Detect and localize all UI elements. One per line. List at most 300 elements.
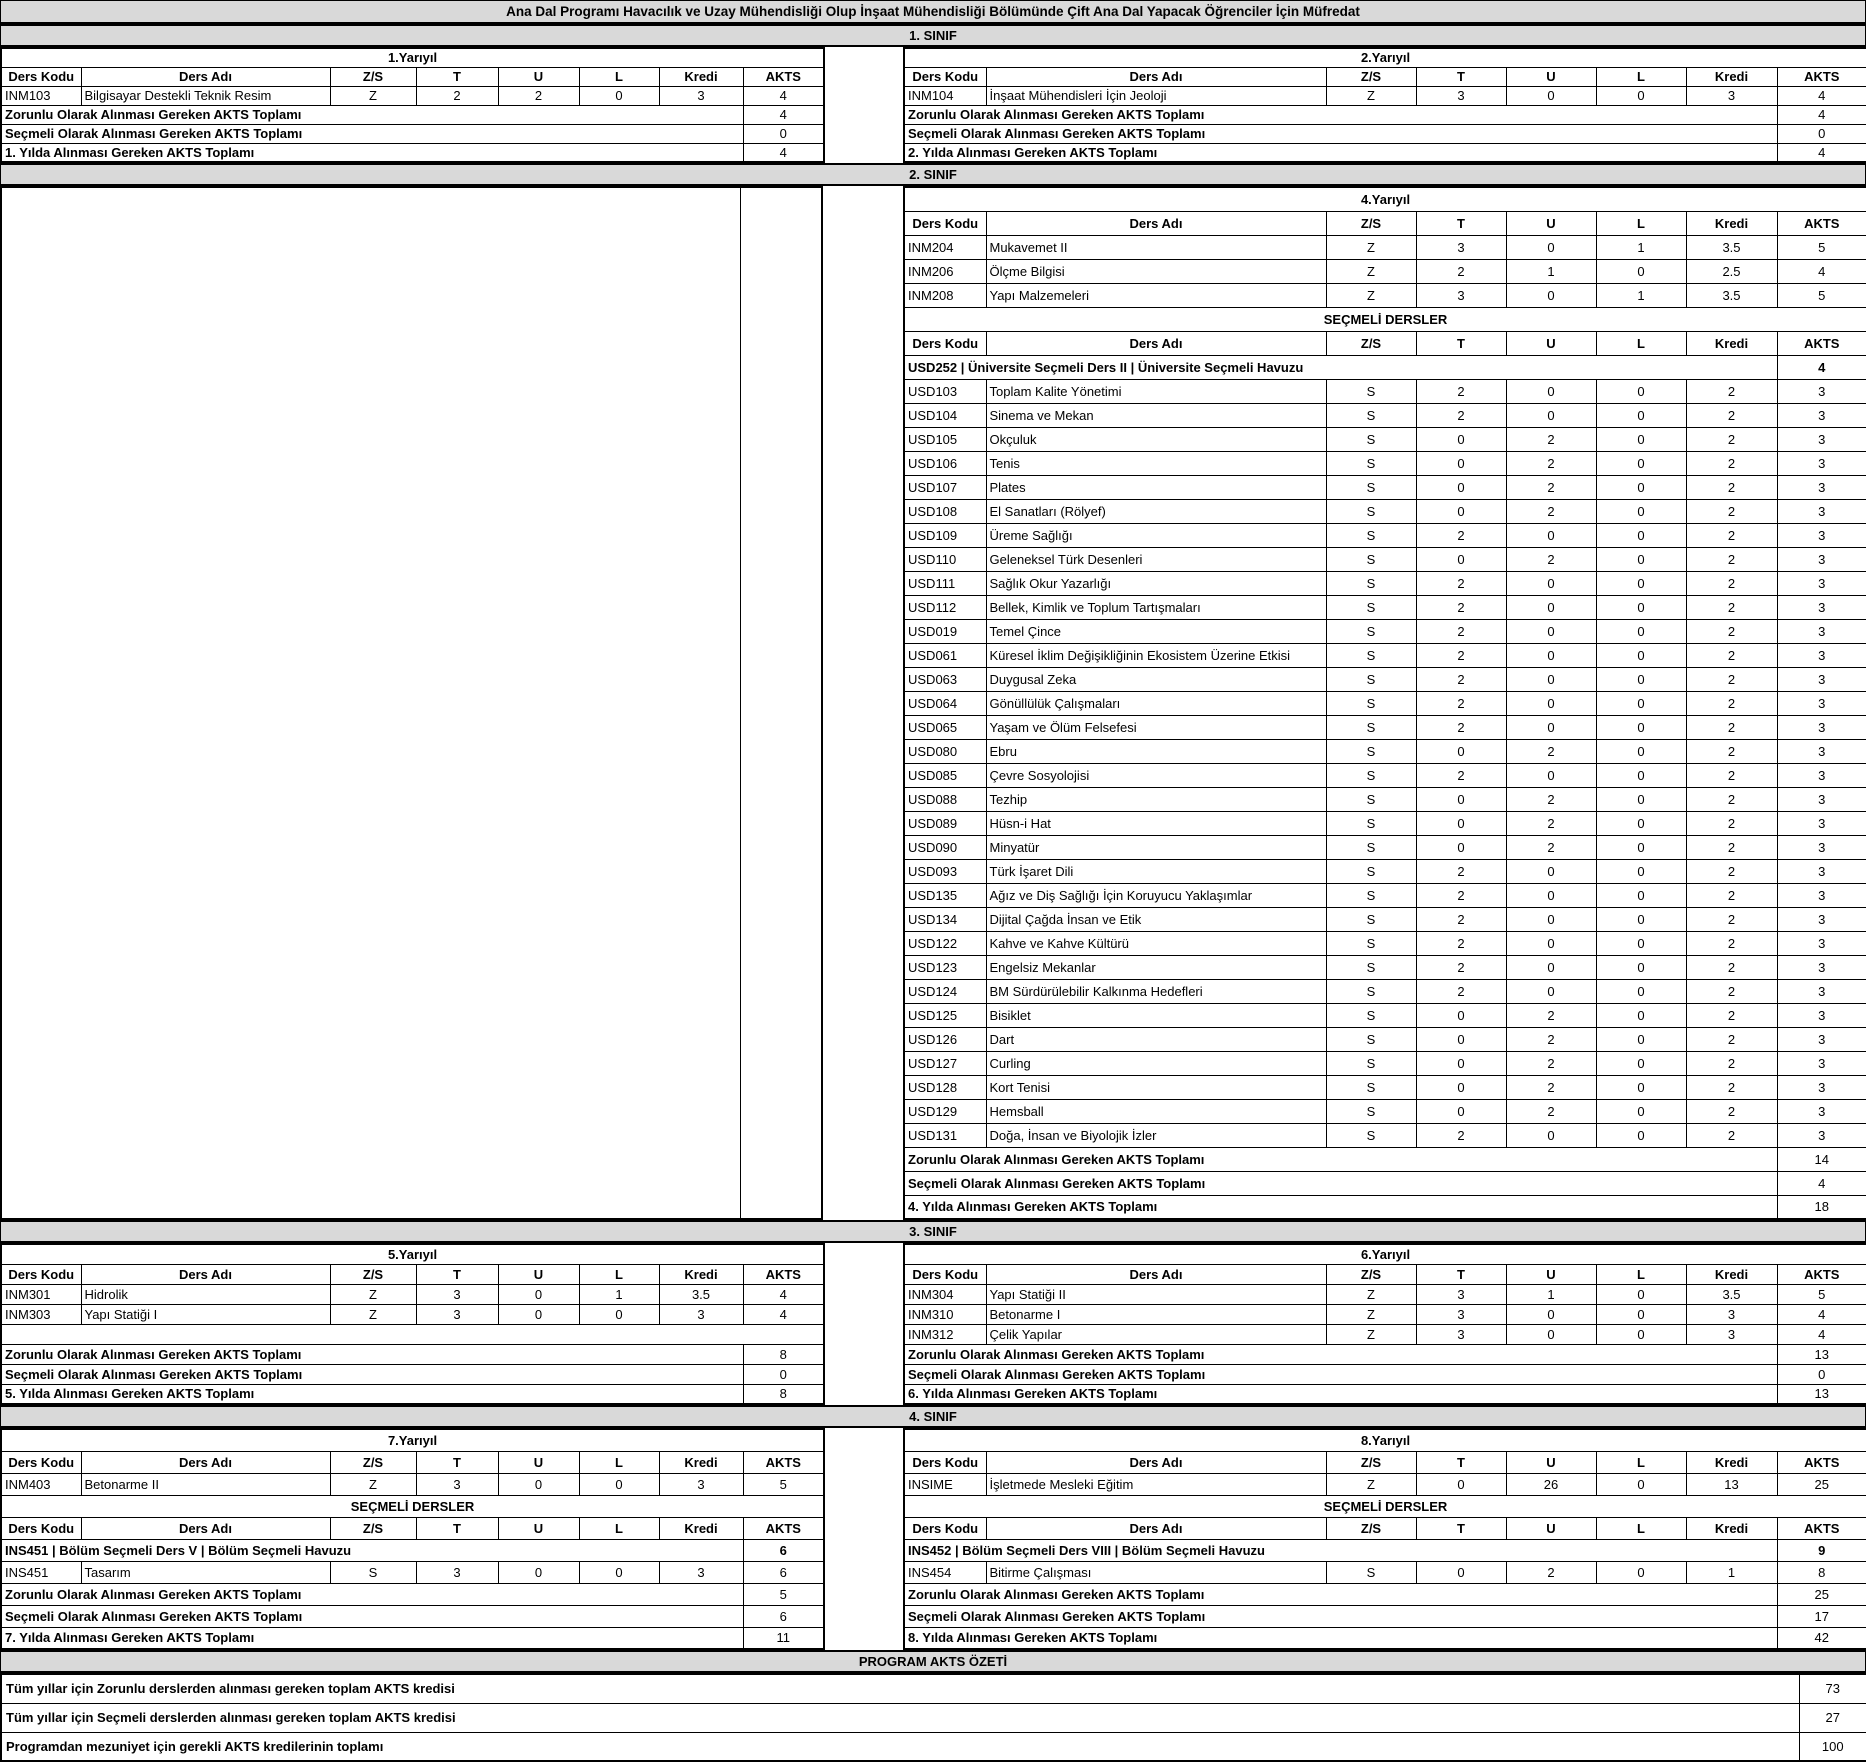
course-value: 0 [1506,283,1596,307]
course-value: 3 [1777,739,1866,763]
course-value: 0 [1596,811,1686,835]
course-value: 0 [1506,907,1596,931]
column-header-6: Kredi [659,1451,743,1473]
course-value: 2 [1686,1027,1777,1051]
course-value: 0 [1596,1123,1686,1147]
course-name: Gönüllülük Çalışmaları [986,691,1326,715]
course-value: 4 [1777,86,1866,105]
course-value: Z [330,1304,416,1324]
course-value: 2 [498,86,579,105]
course-name: Üreme Sağlığı [986,523,1326,547]
course-code: USD122 [904,931,986,955]
column-header-6: Kredi [1686,67,1777,86]
column-header-2: Z/S [1326,1451,1416,1473]
total-row [904,1171,1866,1195]
course-name: Temel Çince [986,619,1326,643]
course-value: 0 [1596,763,1686,787]
course-code: USD065 [904,715,986,739]
summary-row [1,1674,1866,1703]
summary-label: Programdan mezuniyet için gerekli AKTS kredilerinin toplamı [1,1732,1799,1761]
course-value: 2 [416,86,498,105]
course-code: USD123 [904,955,986,979]
column-header-0: Ders Kodu [1,1264,81,1284]
column-header-6: Kredi [1686,1451,1777,1473]
course-row [904,475,1866,499]
course-value: 3 [1777,403,1866,427]
course-value: 3 [1777,379,1866,403]
total-label: 7. Yılda Alınması Gereken AKTS Toplamı [1,1627,743,1649]
column-header-7: AKTS [1777,1451,1866,1473]
course-row [1,86,824,105]
course-name: Curling [986,1051,1326,1075]
course-value: 3.5 [1686,1284,1777,1304]
total-row [904,1195,1866,1219]
course-value: 0 [1596,259,1686,283]
course-value: 0 [579,1473,659,1495]
course-value: 2 [1686,979,1777,1003]
course-value: S [1326,907,1416,931]
section-2-body [0,186,1866,1220]
course-value: S [1326,1003,1416,1027]
course-value: 0 [1596,1304,1686,1324]
total-akts: 42 [1777,1627,1866,1649]
total-akts: 4 [1777,143,1866,162]
course-row [904,1561,1866,1583]
total-akts: 17 [1777,1605,1866,1627]
course-value: 3 [1416,1304,1506,1324]
elective-pool-row [1,1539,824,1561]
course-name: Plates [986,475,1326,499]
course-code: INM103 [1,86,81,105]
course-value: 0 [1596,1473,1686,1495]
course-value: 0 [1596,859,1686,883]
course-row [904,691,1866,715]
course-value: 2 [1686,451,1777,475]
course-row [904,835,1866,859]
course-value: S [1326,427,1416,451]
course-row [904,955,1866,979]
total-row [904,1384,1866,1404]
course-name: Duygusal Zeka [986,667,1326,691]
course-value: 2 [1416,691,1506,715]
course-code: USD110 [904,547,986,571]
course-value: 4 [1777,1304,1866,1324]
course-row [904,1304,1866,1324]
course-value: 3 [1686,1324,1777,1344]
column-header-1: Ders Adı [986,1451,1326,1473]
course-row [904,86,1866,105]
class-band-3: 3. SINIF [0,1220,1866,1243]
course-value: 3 [1777,1099,1866,1123]
course-code: USD105 [904,427,986,451]
course-value: 2 [1686,1075,1777,1099]
column-header-row [1,67,824,86]
total-row [904,105,1866,124]
class-band-4: 4. SINIF [0,1405,1866,1428]
elective-pool-row [904,1539,1866,1561]
course-value: 2 [1506,1561,1596,1583]
course-value: 3 [1777,691,1866,715]
column-header-3: T [416,67,498,86]
column-header-0: Ders Kodu [904,1517,986,1539]
column-header-2: Z/S [1326,1264,1416,1284]
course-value: 0 [1506,403,1596,427]
course-value: 3 [1777,1003,1866,1027]
course-value: S [1326,715,1416,739]
course-value: 0 [1506,595,1596,619]
course-code: USD103 [904,379,986,403]
course-value: 0 [1416,811,1506,835]
course-value: 0 [498,1304,579,1324]
total-label: 4. Yılda Alınması Gereken AKTS Toplamı [904,1195,1777,1219]
program-summary-band: PROGRAM AKTS ÖZETİ [0,1650,1866,1673]
course-value: 0 [1596,1075,1686,1099]
course-row [904,763,1866,787]
course-code: USD128 [904,1075,986,1099]
course-row [904,739,1866,763]
course-row [904,667,1866,691]
course-name: Betonarme II [81,1473,330,1495]
course-value: 0 [1416,427,1506,451]
column-header-6: Kredi [659,67,743,86]
section-4-body [0,1428,1866,1650]
course-value: S [1326,571,1416,595]
course-value: 0 [1506,931,1596,955]
section-3-body [0,1243,1866,1405]
course-value: 4 [1777,1324,1866,1344]
course-value: 0 [498,1561,579,1583]
column-gap [823,1428,903,1650]
course-value: 0 [1596,691,1686,715]
course-value: 5 [1777,235,1866,259]
total-label: Seçmeli Olarak Alınması Gereken AKTS Toplamı [1,1364,743,1384]
course-name: Engelsiz Mekanlar [986,955,1326,979]
column-header-1: Ders Adı [986,1517,1326,1539]
course-value: 0 [1416,835,1506,859]
course-value: 2 [1686,667,1777,691]
total-row [904,1344,1866,1364]
course-value: 2 [1686,1051,1777,1075]
course-code: USD134 [904,907,986,931]
course-value: 1 [1596,235,1686,259]
course-name: Bitirme Çalışması [986,1561,1326,1583]
course-name: Yapı Statiği I [81,1304,330,1324]
course-value: 3 [1777,499,1866,523]
course-row [904,715,1866,739]
electives-header-row [904,307,1866,331]
summary-label: Tüm yıllar için Seçmeli derslerden alınması gereken toplam AKTS kredisi [1,1703,1799,1732]
course-name: Sağlık Okur Yazarlığı [986,571,1326,595]
empty-cell [1,1324,824,1344]
course-value: 2 [1506,1027,1596,1051]
course-value: 2 [1506,451,1596,475]
course-value: 0 [1596,547,1686,571]
course-value: 0 [1416,547,1506,571]
column-header-2: Z/S [330,1517,416,1539]
course-value: 0 [1506,859,1596,883]
course-row [904,595,1866,619]
course-value: 2 [1506,739,1596,763]
total-akts: 8 [743,1344,824,1364]
course-value: 2 [1416,619,1506,643]
course-name: Sinema ve Mekan [986,403,1326,427]
course-value: 13 [1686,1473,1777,1495]
course-row [904,859,1866,883]
summary-value: 73 [1799,1674,1866,1703]
course-value: S [1326,1075,1416,1099]
course-row [904,451,1866,475]
course-value: 0 [1506,571,1596,595]
total-label: Seçmeli Olarak Alınması Gereken AKTS Toplamı [1,1605,743,1627]
column-header-row [1,1264,824,1284]
course-value: S [1326,523,1416,547]
pool-label: USD252 | Üniversite Seçmeli Ders II | Üniversite Seçmeli Havuzu [904,355,1777,379]
total-akts: 4 [743,143,824,162]
course-code: USD108 [904,499,986,523]
course-value: 2 [1416,595,1506,619]
course-row [904,907,1866,931]
course-value: S [1326,931,1416,955]
course-value: 0 [1506,691,1596,715]
semester-table [0,1428,825,1650]
course-code: USD093 [904,859,986,883]
column-header-row [904,211,1866,235]
electives-header: SEÇMELİ DERSLER [904,307,1866,331]
course-value: 25 [1777,1473,1866,1495]
course-row [904,403,1866,427]
semester-table [903,1243,1866,1405]
total-akts: 13 [1777,1344,1866,1364]
course-value: 3.5 [659,1284,743,1304]
column-header-7: AKTS [743,67,824,86]
column-header-0: Ders Kodu [1,67,81,86]
course-value: S [1326,475,1416,499]
course-value: 3 [659,1561,743,1583]
course-value: 3 [659,86,743,105]
course-row [904,1051,1866,1075]
course-value: 1 [1686,1561,1777,1583]
course-value: 0 [1596,979,1686,1003]
course-value: 2 [1506,475,1596,499]
column-header-5: L [1596,331,1686,355]
column-header-1: Ders Adı [81,1264,330,1284]
course-row [904,1324,1866,1344]
electives-header-row [1,1495,824,1517]
column-header-2: Z/S [1326,1517,1416,1539]
column-header-3: T [416,1451,498,1473]
course-code: INM312 [904,1324,986,1344]
course-name: Dart [986,1027,1326,1051]
pool-akts: 4 [1777,355,1866,379]
course-value: 0 [1506,763,1596,787]
section-1-body [0,47,1866,163]
column-header-row [1,1517,824,1539]
course-row [904,811,1866,835]
column-header-7: AKTS [1777,67,1866,86]
course-value: 2 [1416,859,1506,883]
course-row [904,259,1866,283]
total-akts: 0 [743,124,824,143]
column-header-row [904,331,1866,355]
course-code: USD112 [904,595,986,619]
semester-title: 5.Yarıyıl [1,1244,824,1264]
course-value: 0 [1596,907,1686,931]
semester-2-table-container [903,47,1866,163]
course-value: 2 [1686,619,1777,643]
column-header-0: Ders Kodu [904,211,986,235]
course-value: 2 [1506,835,1596,859]
course-value: 0 [1416,1027,1506,1051]
course-value: 2 [1416,763,1506,787]
course-value: 3.5 [1686,235,1777,259]
column-header-4: U [498,1451,579,1473]
course-value: 2.5 [1686,259,1777,283]
course-value: S [1326,739,1416,763]
course-value: 2 [1686,811,1777,835]
course-value: 0 [1416,1099,1506,1123]
course-value: 2 [1416,883,1506,907]
column-header-4: U [1506,1451,1596,1473]
course-name: Geleneksel Türk Desenleri [986,547,1326,571]
column-header-6: Kredi [659,1264,743,1284]
course-value: 0 [1596,475,1686,499]
course-name: Tenis [986,451,1326,475]
semester-5-table-container [0,1243,823,1405]
total-row [904,1147,1866,1171]
course-value: 0 [1506,979,1596,1003]
course-value: 0 [1596,595,1686,619]
course-code: INM303 [1,1304,81,1324]
course-value: 0 [1596,667,1686,691]
course-name: Küresel İklim Değişikliğinin Ekosistem Üzerine Etkisi [986,643,1326,667]
course-code: INM403 [1,1473,81,1495]
course-row [904,619,1866,643]
course-row [904,499,1866,523]
column-header-6: Kredi [659,1517,743,1539]
course-value: 2 [1416,643,1506,667]
column-header-2: Z/S [330,1451,416,1473]
course-code: USD109 [904,523,986,547]
course-code: USD127 [904,1051,986,1075]
course-value: S [1326,667,1416,691]
course-value: 2 [1416,907,1506,931]
column-header-1: Ders Adı [986,1264,1326,1284]
pool-akts: 9 [1777,1539,1866,1561]
course-value: 4 [743,1284,824,1304]
course-value: 2 [1686,715,1777,739]
total-row [1,1344,824,1364]
total-akts: 14 [1777,1147,1866,1171]
course-value: 2 [1686,547,1777,571]
column-header-6: Kredi [1686,1264,1777,1284]
semester-6-table-container [903,1243,1866,1405]
course-value: 1 [1506,259,1596,283]
course-row [904,979,1866,1003]
total-row [1,1583,824,1605]
course-code: INM301 [1,1284,81,1304]
course-value: 3 [1416,1284,1506,1304]
course-value: Z [1326,1284,1416,1304]
course-value: 0 [1596,739,1686,763]
course-value: 2 [1686,379,1777,403]
course-code: INM206 [904,259,986,283]
course-value: 0 [498,1473,579,1495]
course-value: S [330,1561,416,1583]
course-value: 3 [1777,763,1866,787]
course-value: Z [330,1473,416,1495]
course-row [904,379,1866,403]
column-header-6: Kredi [1686,1517,1777,1539]
course-value: 2 [1686,763,1777,787]
course-row [904,1075,1866,1099]
course-value: 0 [579,1304,659,1324]
course-code: USD106 [904,451,986,475]
class-band-1: 1. SINIF [0,24,1866,47]
total-row [1,124,824,143]
total-label: 8. Yılda Alınması Gereken AKTS Toplamı [904,1627,1777,1649]
course-code: INM310 [904,1304,986,1324]
course-value: 0 [1416,1051,1506,1075]
course-row [1,1284,824,1304]
course-code: USD131 [904,1123,986,1147]
course-name: Dijital Çağda İnsan ve Etik [986,907,1326,931]
column-header-4: U [498,1264,579,1284]
course-row [904,427,1866,451]
course-value: S [1326,451,1416,475]
course-value: 0 [1506,955,1596,979]
pool-akts: 6 [743,1539,824,1561]
course-value: 1 [1596,283,1686,307]
course-value: 2 [1686,907,1777,931]
course-code: USD124 [904,979,986,1003]
column-header-1: Ders Adı [986,331,1326,355]
total-row [904,1627,1866,1649]
course-code: USD063 [904,667,986,691]
course-row [904,787,1866,811]
empty-row [1,1324,824,1344]
course-row [904,883,1866,907]
course-value: 2 [1686,691,1777,715]
column-gap [823,186,903,1220]
column-header-1: Ders Adı [81,1451,330,1473]
course-value: 0 [1596,643,1686,667]
course-value: 2 [1506,1051,1596,1075]
summary-value: 100 [1799,1732,1866,1761]
column-header-5: L [1596,1451,1686,1473]
course-code: INM204 [904,235,986,259]
course-name: Ağız ve Diş Sağlığı İçin Koruyucu Yaklaşımlar [986,883,1326,907]
course-value: 0 [1596,835,1686,859]
course-value: 2 [1506,787,1596,811]
total-row [904,1605,1866,1627]
column-header-1: Ders Adı [986,67,1326,86]
course-value: 0 [1596,523,1686,547]
course-row [1,1561,824,1583]
semester-title: 8.Yarıyıl [904,1429,1866,1451]
column-header-7: AKTS [743,1451,824,1473]
course-value: 8 [1777,1561,1866,1583]
semester-table [903,186,1866,1220]
course-value: 2 [1506,427,1596,451]
course-code: USD125 [904,1003,986,1027]
total-row [1,1364,824,1384]
total-akts: 6 [743,1605,824,1627]
total-label: 1. Yılda Alınması Gereken AKTS Toplamı [1,143,743,162]
course-value: 0 [1596,1099,1686,1123]
course-value: 3 [659,1304,743,1324]
course-name: Çevre Sosyolojisi [986,763,1326,787]
column-header-5: L [579,1451,659,1473]
